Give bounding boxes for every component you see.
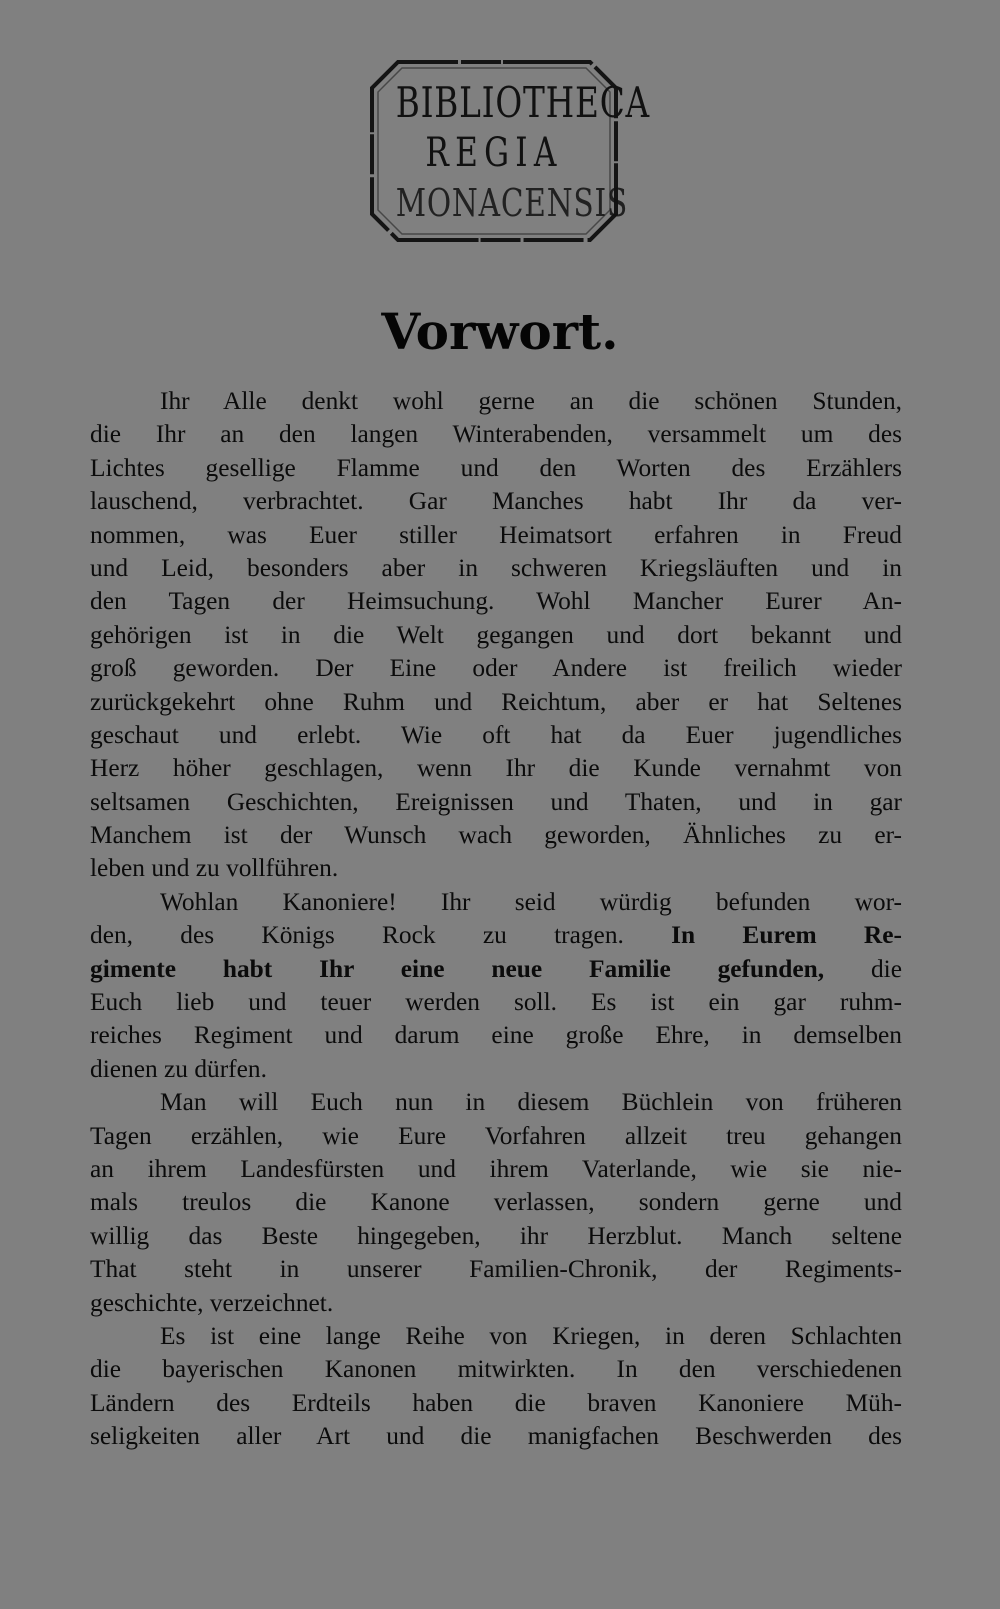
text-line: zurückgekehrt ohne Ruhm und Reichtum, aber er hat Seltenes [90,687,902,716]
text-line: lauschend, verbrachtet. Gar Manches habt Ihr da ver- [90,487,902,516]
text-line: die bayerischen Kanonen mitwirkten. In den verschiedenen [90,1355,902,1384]
stamp-line-3: MONACENSIS [395,181,629,225]
text-line: den Tagen der Heimsuchung. Wohl Mancher Eurer An- [90,587,902,616]
library-stamp [368,58,650,244]
text-line: seligkeiten aller Art und die manigfachen Beschwerden des [90,1422,902,1451]
text-line: Manchem ist der Wunsch wach geworden, Ähnliches zu er- [90,821,902,850]
stamp-line-1: BIBLIOTHECA [395,78,650,127]
text-line: That steht in unserer Familien-Chronik, der Regiments- [90,1255,902,1284]
text-line: Ihr Alle denkt wohl gerne an die schönen Stunden, [160,387,902,415]
text-line: mals treulos die Kanone verlassen, sondern gerne und [90,1188,902,1217]
text-line: seltsamen Geschichten, Ereignissen und Thaten, und in gar [90,787,902,816]
text-line: Es ist eine lange Reihe von Kriegen, in deren Schlachten [160,1321,902,1350]
preface-body [90,385,902,1454]
text-segment: die [824,954,902,983]
text-line: dienen zu dürfen. [90,1054,267,1083]
text-line: an ihrem Landesfürsten und ihrem Vaterlande, wie sie nie- [90,1154,902,1183]
text-line: Lichtes gesellige Flamme und den Worten des Erzählers [90,453,902,482]
text-line: und Leid, besonders aber in schweren Kriegsläuften und in [90,553,902,582]
text-line: nommen, was Euer stiller Heimatsort erfahren in Freud [90,520,902,549]
emphasized-text: gimente habt Ihr eine neue Familie gefunden, [90,954,825,983]
text-line: willig das Beste hingegeben, ihr Herzblut. Manch seltene [90,1221,902,1250]
text-line: geschichte, verzeichnet. [90,1288,334,1317]
text-line: reiches Regiment und darum eine große Ehre, in demselben [90,1021,902,1050]
text-line: geschaut und erlebt. Wie oft hat da Euer jugendliches [90,720,902,749]
stamp-line-2: REGIA [425,130,563,176]
text-line: Tagen erzählen, wie Eure Vorfahren allzeit treu gehangen [90,1121,902,1150]
text-line: groß geworden. Der Eine oder Andere ist freilich wieder [90,654,902,683]
page-title: Vorwort. [381,302,619,361]
text-line: Herz höher geschlagen, wenn Ihr die Kunde vernahmt von [90,754,902,783]
text-line: Euch lieb und teuer werden soll. Es ist ein gar ruhm- [90,988,902,1017]
text-line: gehörigen ist in die Welt gegangen und dort bekannt und [90,620,902,649]
text-line: Man will Euch nun in diesem Büchlein von früheren [160,1088,902,1117]
text-segment: den, des Königs Rock zu tragen. [90,921,672,950]
text-line: Ländern des Erdteils haben die braven Kanoniere Müh- [90,1388,902,1417]
text-line [90,953,902,986]
text-line: Wohlan Kanoniere! Ihr seid würdig befunden wor- [160,887,902,916]
text-line [90,919,902,952]
text-line: die Ihr an den langen Winterabenden, versammelt um des [90,420,902,449]
text-line: leben und zu vollführen. [90,854,339,883]
emphasized-text: In Eurem Re- [671,921,902,950]
